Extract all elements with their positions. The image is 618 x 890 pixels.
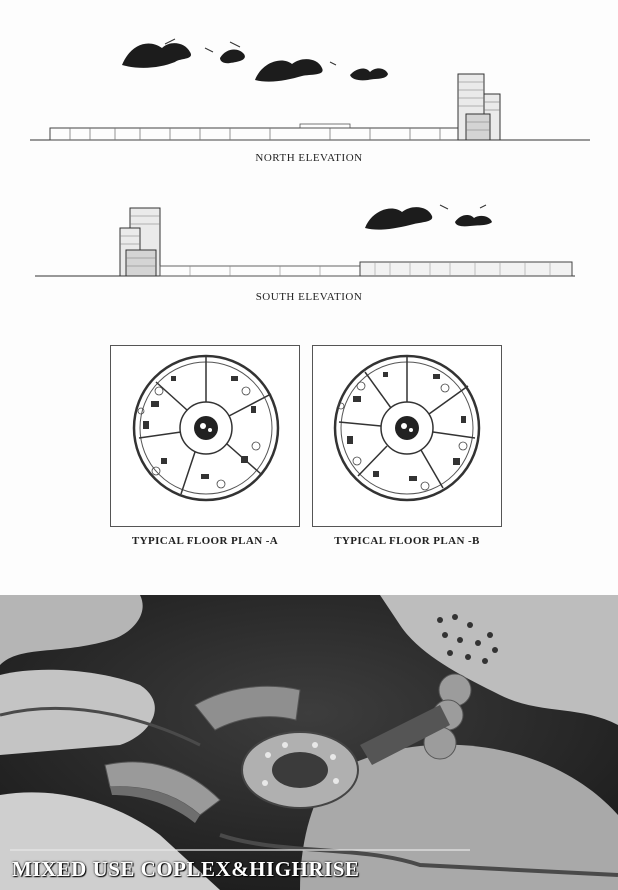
tree-silhouettes <box>122 39 388 82</box>
south-elevation-drawing <box>30 200 590 290</box>
render-title: MIXED USE COPLEX&HIGHRISE <box>12 857 360 881</box>
south-elevation-label: SOUTH ELEVATION <box>255 291 363 303</box>
floor-plan-a-label: TYPICAL FLOOR PLAN -A <box>131 535 279 547</box>
floor-plan-a <box>110 345 300 527</box>
north-elevation-drawing <box>30 30 590 145</box>
north-elevation-label: NORTH ELEVATION <box>255 152 363 164</box>
floor-plan-b-label: TYPICAL FLOOR PLAN -B <box>334 535 480 547</box>
floor-plan-b <box>312 345 502 527</box>
tree-silhouettes <box>365 205 492 230</box>
aerial-render <box>0 595 618 890</box>
